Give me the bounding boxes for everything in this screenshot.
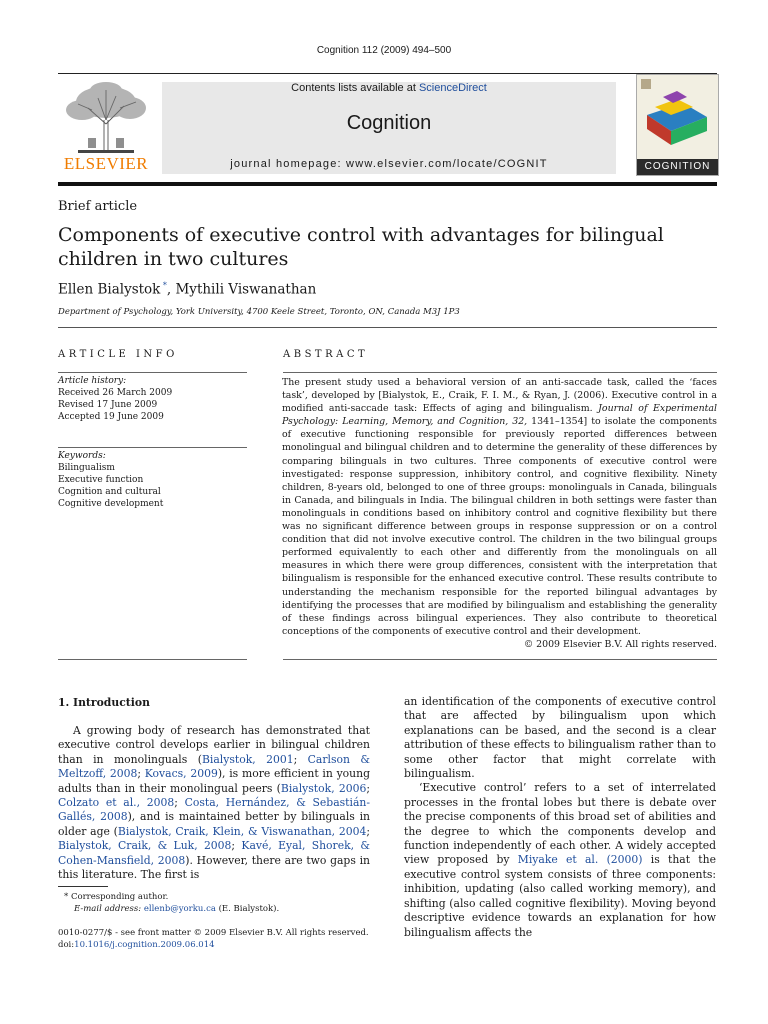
author-name: Ellen Bialystok	[58, 281, 161, 298]
journal-homepage[interactable]: journal homepage: www.elsevier.com/locate/COGNIT	[230, 158, 548, 170]
article-history	[58, 375, 247, 423]
history-label: Article history:	[58, 376, 127, 386]
doi-prefix: doi:	[58, 940, 75, 950]
text: ;	[366, 781, 370, 795]
paragraph	[58, 724, 370, 882]
divider	[58, 447, 247, 448]
top-rule	[58, 73, 717, 74]
footnote-rule	[58, 886, 108, 887]
publisher-name: ELSEVIER	[63, 154, 149, 173]
citation-link[interactable]: Kavé, Eyal, Shorek, & Cohen-Mansfield, 2008	[58, 839, 370, 867]
history-accepted: Accepted 19 June 2009	[58, 412, 164, 422]
text: A growing body of research has demonstrated that executive control develops earlier in bilingual children than in monolinguals (	[58, 724, 370, 766]
journal-banner	[162, 82, 616, 174]
divider	[58, 659, 247, 660]
tree-icon	[58, 80, 154, 154]
text: ‘Executive control’ refers to a set of interrelated processes in the frontal lobes but there is debate over the precise components of this broad set of abilities and the degree to which the components develop and function independently of each other. A widely accepted view proposed by	[404, 781, 716, 867]
history-received: Received 26 March 2009	[58, 388, 173, 398]
cover-art-icon	[637, 75, 718, 159]
citation-link[interactable]: Colzato et al., 2008	[58, 796, 175, 810]
article-info-heading: ARTICLE INFO	[58, 349, 178, 360]
copyright: © 2009 Elsevier B.V. All rights reserved.	[523, 639, 717, 650]
email-label: E-mail address:	[74, 904, 142, 914]
text: ;	[293, 752, 308, 766]
text: ;	[137, 767, 145, 781]
keyword: Bilingualism	[58, 463, 115, 473]
header-divider	[58, 182, 717, 186]
abstract-text: 1341–1354] to isolate the components of executive functioning responsible for previously reported differences between monolingual and bilingual children and to determine the generality of these differences by comparing bilinguals in two cultures. Three components of executive control were investigated: response suppression, inhibitory control, and cognitive flexibility. Ninety children, 8-years old, belonged to one of three groups: monolinguals in Canada, bilinguals in Canada, and bilinguals in India. The bilingual children in both settings were faster than monolinguals in conditions based on inhibitory control and cognitive flexibility but there was no significant difference between groups in response suppression or on a control condition that did not involve executive control. The children in the two bilingual groups performed equivalently to each other and differently from the monolinguals on all measures in which there were group differences, consistent with the interpretation that bilingualism is responsible for the enhanced executive control. These results contribute to understanding the mechanism responsible for the reported bilingual advantages by identifying the processes that are modified by bilingualism and establishing the generality of these findings across bilingual experiences. They also contribute to theoretical conceptions of the components of executive control and their development.	[282, 416, 717, 637]
citation-link[interactable]: Bialystok, Craik, Klein, & Viswanathan, 2004	[117, 824, 367, 838]
contents-prefix: Contents lists available at	[291, 82, 419, 94]
journal-reference: Cognition 112 (2009) 494–500	[316, 45, 452, 56]
citation-link[interactable]: Carlson & Meltzoff, 2008	[58, 752, 370, 781]
text: ;	[174, 796, 185, 810]
footnote-text: Corresponding author.	[68, 892, 169, 902]
keywords-label: Keywords:	[58, 451, 106, 461]
journal-cover	[636, 74, 719, 176]
journal-name: Cognition	[346, 112, 432, 134]
citation-link[interactable]: Costa, Hernández, & Sebastián-Gallés, 2008	[58, 796, 371, 824]
abstract-heading: ABSTRACT	[283, 349, 369, 360]
footnote-line	[58, 891, 370, 903]
abstract-body	[282, 376, 717, 638]
text: ), and is maintained better by bilinguals in older age (	[58, 810, 370, 838]
abstract-text: The present study used a behavioral version of an anti-saccade task, called the ‘faces task’, developed by [Bialystok, E., Craik, F. I. M., & Ryan, J. (2006). Executive control in a modified anti-saccade task: Effects of aging and bilingualism.	[282, 377, 717, 415]
affiliation: Department of Psychology, York University, 4700 Keele Street, Toronto, ON, Canada M3J 1P3	[58, 307, 460, 317]
citation-link[interactable]: Bialystok, 2006	[280, 781, 367, 795]
keywords	[58, 450, 247, 510]
elsevier-logo	[58, 80, 154, 174]
citation-link[interactable]: Kovacs, 2009	[144, 767, 218, 781]
issn-line: 0010-0277/$ - see front matter © 2009 Elsevier B.V. All rights reserved.	[58, 928, 369, 938]
article-type: Brief article	[58, 199, 138, 214]
divider	[283, 659, 717, 660]
footnote-marker: *	[64, 892, 69, 902]
footnote-email-line	[58, 903, 370, 915]
citation-link[interactable]: Bialystok, Craik, & Luk, 2008	[58, 839, 232, 853]
citation-link[interactable]: Miyake et al. (2000)	[517, 853, 643, 867]
front-matter	[58, 927, 398, 951]
citation-link[interactable]: Bialystok, 2001	[201, 752, 294, 766]
text: ). However, there are two gaps in this literature. The first is	[58, 853, 370, 882]
cover-label: COGNITION	[637, 159, 718, 175]
contents-line	[162, 82, 616, 94]
keyword: Cognitive development	[58, 499, 164, 509]
email-suffix: (E. Bialystok).	[215, 904, 280, 914]
keyword: Cognition and cultural	[58, 487, 161, 497]
author-name: , Mythili Viswanathan	[166, 281, 317, 298]
text: ), is more efficient in young adults than in their monolingual peers (	[58, 767, 370, 795]
paragraph	[404, 781, 716, 939]
body-column-left	[58, 724, 370, 882]
author-list	[58, 281, 316, 298]
cited-journal: Journal of Experimental Psychology: Learning, Memory, and Cognition, 32,	[282, 403, 717, 428]
article-title: Components of executive control with advantages for bilingual children in two cultures	[58, 224, 664, 270]
body-column-right	[404, 695, 716, 940]
history-revised: Revised 17 June 2009	[58, 400, 158, 410]
keyword: Executive function	[58, 475, 144, 485]
divider	[58, 372, 247, 373]
section-divider	[58, 327, 717, 328]
text: is that the executive control system consists of three components: inhibition, updating (also called working memory), and shifting (also called cognitive flexibility). Moving beyond descriptive evidence towards an explanation for how bilingualism affects the	[404, 853, 716, 939]
paragraph: an identification of the components of executive control that are affected by bilingualism upon which explanations can be based, and the second is a clear attribution of these effects to bilingualism rather than to some other factor that might correlate with bilingualism.	[404, 695, 716, 781]
footnote	[58, 891, 370, 915]
section-heading: 1. Introduction	[58, 696, 150, 709]
divider	[283, 372, 717, 373]
email-link[interactable]: ellenb@yorku.ca	[143, 904, 216, 914]
doi-line	[58, 939, 398, 951]
text: ;	[231, 839, 242, 853]
doi-link[interactable]: 10.1016/j.cognition.2009.06.014	[74, 940, 215, 950]
sciencedirect-link[interactable]: ScienceDirect	[418, 82, 487, 94]
corresponding-marker[interactable]: *	[160, 281, 167, 290]
text: ;	[366, 824, 370, 838]
